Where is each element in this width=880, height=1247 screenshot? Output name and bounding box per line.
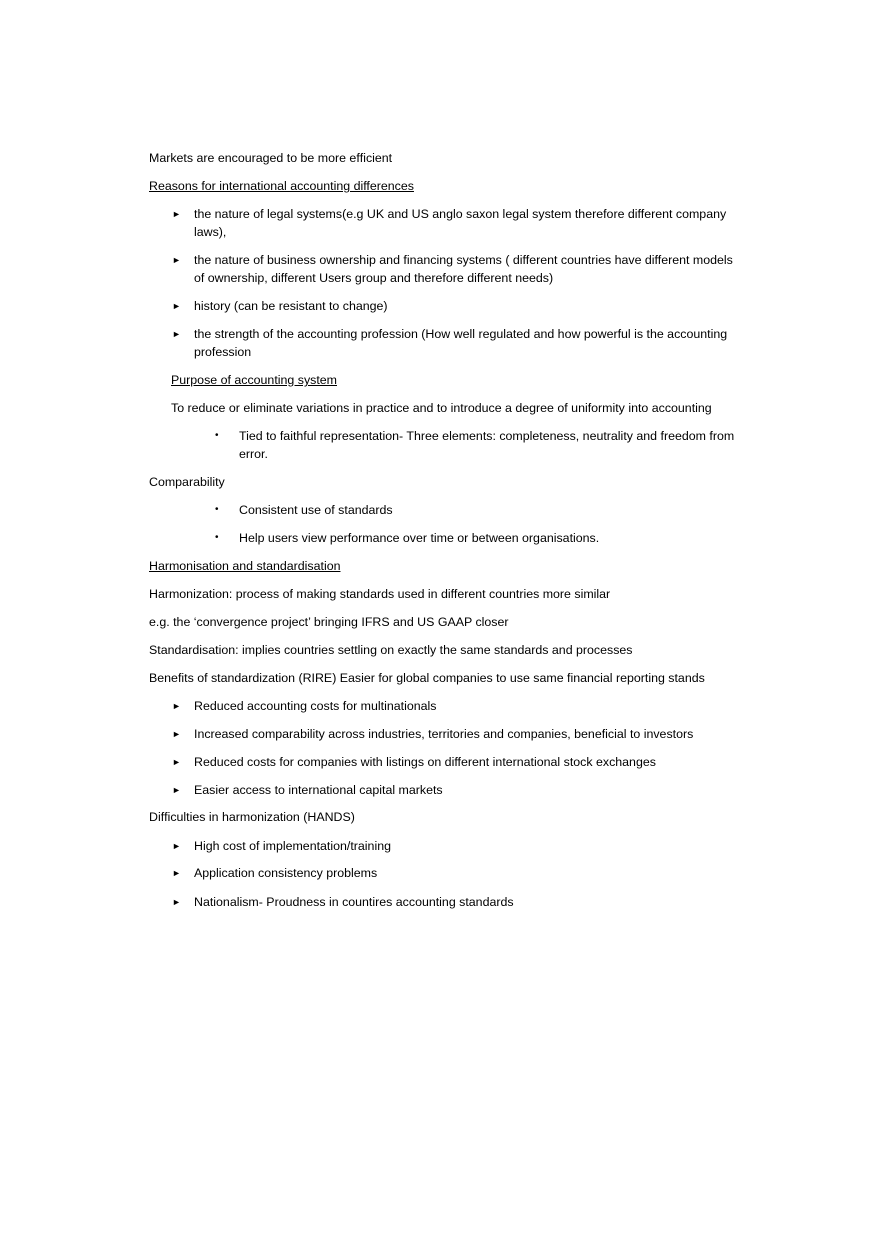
list-item-text: Nationalism- Proudness in countires accounting standards [194, 895, 514, 909]
dot-bullet-icon: • [215, 430, 219, 441]
benefits-heading: Benefits of standardization (RIRE) Easier for global companies to use same financial reporting stands [149, 671, 705, 685]
standardisation-definition: Standardisation: implies countries settling on exactly the same standards and processes [149, 643, 633, 657]
arrow-bullet-icon: ► [172, 255, 181, 265]
purpose-heading: Purpose of accounting system [171, 373, 337, 387]
list-item-text: Application consistency problems [194, 866, 378, 880]
convergence-example: e.g. the ‘convergence project’ bringing IFRS and US GAAP closer [149, 615, 509, 629]
arrow-bullet-icon: ► [172, 729, 181, 739]
arrow-bullet-icon: ► [172, 868, 181, 878]
arrow-bullet-icon: ► [172, 841, 181, 851]
comparability-heading: Comparability [149, 475, 225, 489]
dot-bullet-icon: • [215, 532, 219, 543]
dot-bullet-icon: • [215, 504, 219, 515]
arrow-bullet-icon: ► [172, 301, 181, 311]
reasons-heading: Reasons for international accounting differences [149, 179, 414, 193]
list-item-text: Reduced accounting costs for multinationals [194, 699, 437, 713]
list-item-text: Consistent use of standards [239, 503, 393, 517]
list-item-text: Tied to faithful representation- Three elements: completeness, neutrality and freedom from error. [239, 429, 735, 461]
list-item-text: Increased comparability across industries, territories and companies, beneficial to investors [194, 727, 694, 741]
markets-line: Markets are encouraged to be more efﬁcient [149, 151, 393, 165]
harmonization-definition: Harmonization: process of making standards used in different countries more similar [149, 587, 611, 601]
list-item-text: history (can be resistant to change) [194, 299, 388, 313]
list-item-text: the strength of the accounting profession (How well regulated and how powerful is the accounting profession [194, 327, 728, 359]
arrow-bullet-icon: ► [172, 329, 181, 339]
difficulties-heading: Difﬁculties in harmonization (HANDS) [149, 810, 355, 824]
arrow-bullet-icon: ► [172, 757, 181, 767]
harmonisation-heading: Harmonisation and standardisation [149, 559, 341, 573]
list-item-text: High cost of implementation/training [194, 839, 391, 853]
list-item-text: Reduced costs for companies with listings on different international stock exchanges [194, 755, 656, 769]
list-item-text: the nature of legal systems(e.g UK and US anglo saxon legal system therefore different company laws), [194, 207, 727, 239]
arrow-bullet-icon: ► [172, 701, 181, 711]
arrow-bullet-icon: ► [172, 785, 181, 795]
arrow-bullet-icon: ► [172, 897, 181, 907]
list-item-text: the nature of business ownership and financing systems ( different countries have different models of ownership, different Users group and therefore different needs) [194, 253, 733, 285]
arrow-bullet-icon: ► [172, 209, 181, 219]
list-item-text: Easier access to international capital markets [194, 783, 443, 797]
list-item-text: Help users view performance over time or between organisations. [239, 531, 600, 545]
purpose-text: To reduce or eliminate variations in practice and to introduce a degree of uniformity into accounting [171, 401, 712, 415]
